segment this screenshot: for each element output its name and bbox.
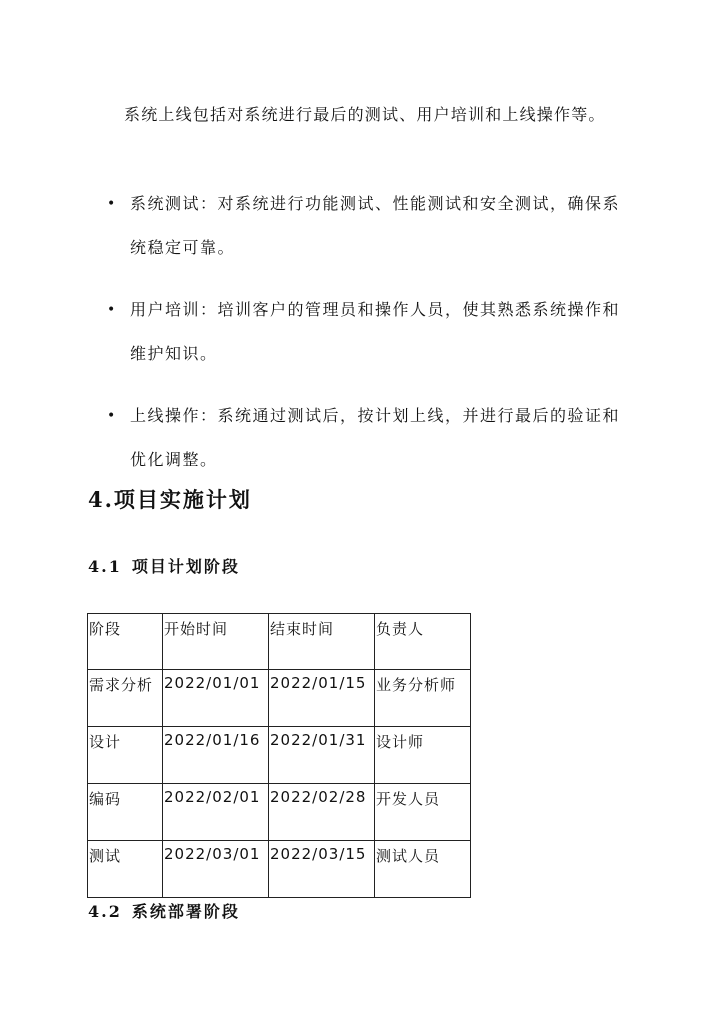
header-cell: 结束时间 [269,614,375,670]
subsection-heading [88,900,240,924]
header-cell: 负责人 [375,614,471,670]
table-cell: 设计师 [375,727,471,784]
bullet-icon: • [107,408,117,424]
table-cell: 2022/01/15 [269,670,375,727]
list-item-text: 系统测试：对系统进行功能测试、性能测试和安全测试，确保系统稳定可靠。 [130,194,621,257]
subsection-title: 项目计划阶段 [131,557,240,576]
list-item [107,288,630,376]
header-cell: 阶段 [88,614,163,670]
subsection-number: 4.2 [88,902,122,921]
table-cell: 业务分析师 [375,670,471,727]
table-cell: 2022/01/01 [163,670,269,727]
table-row [88,784,471,841]
table-cell: 编码 [88,784,163,841]
table-row [88,727,471,784]
header-cell: 开始时间 [163,614,269,670]
table-cell: 测试 [88,841,163,898]
intro-paragraph: 系统上线包括对系统进行最后的测试、用户培训和上线操作等。 [124,105,606,124]
table-cell: 2022/02/28 [269,784,375,841]
table-cell: 2022/01/16 [163,727,269,784]
project-plan-table [87,613,471,898]
subsection-heading [88,555,240,579]
table-cell: 设计 [88,727,163,784]
list-item [107,182,630,270]
subsection-number: 4.1 [88,557,122,576]
table-cell: 开发人员 [375,784,471,841]
bullet-icon: • [107,196,117,212]
list-item-text: 上线操作：系统通过测试后，按计划上线，并进行最后的验证和优化调整。 [130,406,621,469]
section-heading: 4.项目实施计划 [88,487,252,512]
subsection-title: 系统部署阶段 [131,902,240,921]
table-cell: 需求分析 [88,670,163,727]
table-row [88,670,471,727]
table-cell: 2022/02/01 [163,784,269,841]
list-item [107,394,630,482]
table-row [88,841,471,898]
table-cell: 测试人员 [375,841,471,898]
table-cell: 2022/03/15 [269,841,375,898]
table-cell: 2022/01/31 [269,727,375,784]
bullet-list [107,182,630,500]
bullet-icon: • [107,302,117,318]
table-cell: 2022/03/01 [163,841,269,898]
table-header-row [88,614,471,670]
list-item-text: 用户培训：培训客户的管理员和操作人员，使其熟悉系统操作和维护知识。 [130,300,621,363]
